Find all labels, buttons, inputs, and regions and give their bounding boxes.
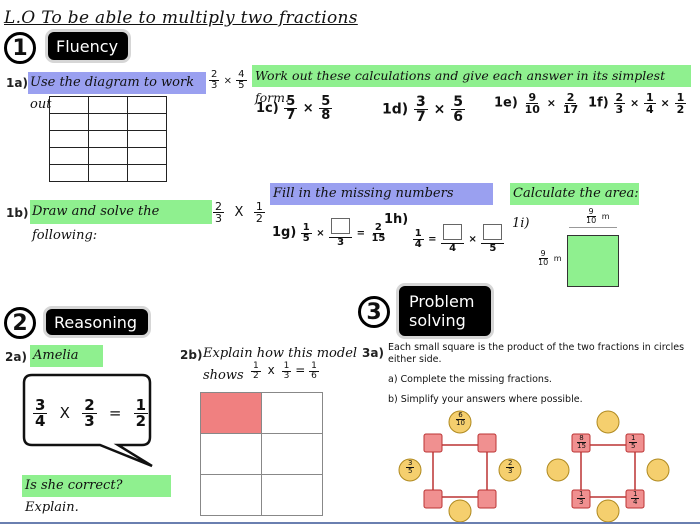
frac-den: 2: [253, 371, 259, 381]
question-1a-text: Use the diagram to work out: [28, 72, 206, 94]
shaded-cell: [201, 393, 262, 434]
frac-num: 2: [374, 221, 382, 233]
times-sign: x: [267, 363, 275, 377]
frac-den: 5: [408, 467, 413, 475]
question-2b-text: Explain how this model: [203, 346, 358, 361]
frac-den: 2: [255, 212, 263, 225]
question-2a-explain: Is she correct? Explain.: [22, 475, 171, 497]
frac-den: 10: [538, 258, 549, 267]
frac-den: 3: [211, 80, 218, 91]
missing-1g: 1g) $\frac{1}{5}$ × 3 = $\frac{2}{15}$: [272, 218, 388, 248]
question-id: 1e): [494, 95, 518, 111]
frac-den: 2: [135, 412, 147, 430]
question-2a-id: 2a): [5, 350, 27, 364]
blank-box[interactable]: [483, 224, 502, 240]
frac-num: 2: [215, 200, 222, 213]
question-2a-text: Amelia: [30, 345, 103, 367]
section-number-2: 2: [4, 307, 36, 339]
question-3a-part-b: b) Simplify your answers where possible.: [388, 394, 583, 405]
frac-den: 4: [414, 238, 422, 250]
problem-label-line1: Problem: [409, 292, 475, 311]
frac-den: 7: [286, 108, 296, 123]
frac-num: 5: [286, 94, 296, 109]
frac-den: 3: [508, 467, 513, 475]
frac-den: 3: [215, 212, 222, 225]
frac-num: 2: [211, 69, 218, 80]
frac-num: 1: [631, 434, 636, 442]
unit: m: [553, 254, 562, 263]
square-tr-fraction: [628, 435, 638, 450]
blank-box[interactable]: [331, 218, 350, 234]
page-bottom-border: [0, 522, 700, 524]
area-side-label: [535, 250, 562, 267]
section-number-1: 1: [4, 32, 36, 64]
area-dimension-line: [569, 227, 617, 228]
frac-num: 8: [579, 434, 584, 442]
frac-den: 8: [321, 108, 331, 123]
frac-num: 2: [615, 91, 624, 104]
square-bl-fraction: [576, 491, 586, 506]
frac-den: 3: [579, 498, 584, 506]
question-id: 1g): [272, 225, 297, 240]
frac-den: 4: [35, 412, 46, 430]
puzzle-right: [546, 408, 670, 525]
calculations-instruction: Work out these calculations and give each answer in its simplest form.: [252, 65, 691, 87]
unit: m: [601, 212, 610, 221]
circle-top-fraction: [453, 412, 468, 427]
frac-num: 9: [540, 249, 546, 258]
frac-num: 3: [35, 396, 46, 414]
frac-den: 2: [676, 103, 685, 116]
frac-num: 1: [255, 200, 263, 213]
question-id: 1f): [588, 95, 609, 111]
calc-1c: 1c) $\frac{5}{7}$ × $\frac{5}{8}$: [256, 94, 331, 123]
frac-den: 10: [586, 216, 597, 225]
square-tl: [424, 434, 442, 452]
times-sign: X: [234, 204, 244, 220]
area-top-label: [583, 208, 610, 225]
calc-1f: 1f) $\frac{2}{3}$ × $\frac{1}{4}$ × $\frac{1}{2}$: [588, 91, 685, 116]
section-number-3: 3: [358, 296, 390, 328]
frac-den: 5: [302, 232, 310, 244]
frac-num: 1: [135, 396, 147, 414]
missing-numbers-instruction: Fill in the missing numbers: [270, 183, 493, 205]
question-2b-equation: $\frac{1}{2}$ x $\frac{1}{3}$ = $\frac{1}{6}$: [253, 361, 317, 381]
question-1i-id: 1i): [512, 216, 530, 231]
frac-num: 1: [302, 221, 310, 233]
frac-num: 4: [238, 69, 245, 80]
frac-num: 1: [646, 91, 654, 104]
area-square: [567, 235, 619, 287]
frac-num: 9: [528, 91, 537, 104]
question-3a-part-a: a) Complete the missing fractions.: [388, 374, 552, 385]
frac-num: 3: [408, 459, 413, 467]
question-2b-id: 2b): [180, 348, 203, 362]
section-problem-label: [396, 283, 494, 339]
frac-num: 2: [508, 459, 513, 467]
question-1b-id: 1b): [6, 206, 29, 220]
frac-num: 1: [414, 227, 422, 239]
frac-den: 15: [371, 232, 386, 244]
question-1b-expression: [212, 201, 266, 224]
calc-1e: 1e) $\frac{9}{10}$ × $\frac{2}{17}$: [494, 91, 579, 116]
frac-den: 3: [84, 412, 95, 430]
frac-den: 5: [238, 80, 245, 91]
question-3a-text: Each small square is the product of the two fractions in circles either side.: [388, 342, 685, 365]
blank-box[interactable]: [443, 224, 462, 240]
frac-den: 5: [489, 243, 497, 254]
section-reasoning-label: Reasoning: [43, 306, 151, 338]
times-sign: ×: [223, 75, 232, 87]
question-id: 1c): [256, 101, 279, 116]
frac-den: 6: [311, 371, 317, 381]
frac-num: 5: [453, 94, 464, 110]
circle-left-fraction: [405, 460, 415, 475]
frac-num: 2: [84, 396, 95, 414]
square-tr: [478, 434, 496, 452]
frac-den: 6: [453, 109, 464, 125]
calc-1d: 1d) $\frac{3}{7}$ × $\frac{5}{6}$: [382, 94, 464, 125]
question-1a-expression: [208, 70, 248, 91]
section-fluency-label: Fluency: [45, 29, 131, 63]
area-instruction: Calculate the area:: [510, 183, 639, 205]
amelia-equation: $\frac{3}{4}$ X $\frac{2}{3}$ = $\frac{1}{2}$: [35, 396, 147, 430]
square-br: [478, 490, 496, 508]
frac-den: 7: [416, 109, 426, 125]
frac-den: 3: [615, 103, 624, 116]
frac-den: 17: [562, 103, 579, 116]
missing-1h: 1h) $\frac{1}{4}$ = 4 × 5: [384, 212, 505, 254]
square-bl: [424, 490, 442, 508]
frac-den: 3: [283, 371, 290, 381]
question-1a-id: 1a): [6, 76, 28, 90]
fraction-model-grid: [200, 392, 323, 516]
frac-num: 5: [321, 94, 331, 109]
problem-label-line2: solving: [409, 311, 466, 330]
times-sign: X: [59, 404, 70, 422]
frac-den: 4: [633, 498, 638, 506]
frac-num: 1: [676, 91, 685, 104]
fraction-grid-diagram: [49, 96, 167, 182]
frac-den: 10: [456, 419, 465, 427]
frac-num: 2: [566, 91, 575, 104]
frac-den: 4: [449, 243, 457, 254]
question-2b-shows: shows: [203, 368, 244, 383]
frac-num: 1: [311, 361, 317, 371]
frac-den: 5: [631, 442, 636, 450]
circle-right-fraction: [505, 460, 515, 475]
frac-den: 10: [524, 103, 540, 116]
question-id: 1d): [382, 101, 409, 118]
frac-den: 4: [646, 103, 654, 116]
page-title: L.O To be able to multiply two fractions: [4, 8, 358, 28]
frac-num: 1: [633, 490, 638, 498]
square-tl-fraction: [574, 435, 589, 450]
frac-num: 9: [588, 207, 594, 216]
frac-num: 1: [579, 490, 584, 498]
frac-num: 3: [416, 94, 426, 110]
frac-num: 1: [283, 361, 290, 371]
square-br-fraction: [630, 491, 640, 506]
frac-num: 1: [253, 361, 259, 371]
question-id: 1h): [384, 212, 409, 227]
frac-den: 3: [337, 237, 345, 248]
question-1b-text: Draw and solve the following:: [30, 200, 212, 224]
frac-den: 15: [577, 442, 586, 450]
question-3a-id: 3a): [362, 346, 384, 360]
frac-num: 6: [458, 411, 463, 419]
